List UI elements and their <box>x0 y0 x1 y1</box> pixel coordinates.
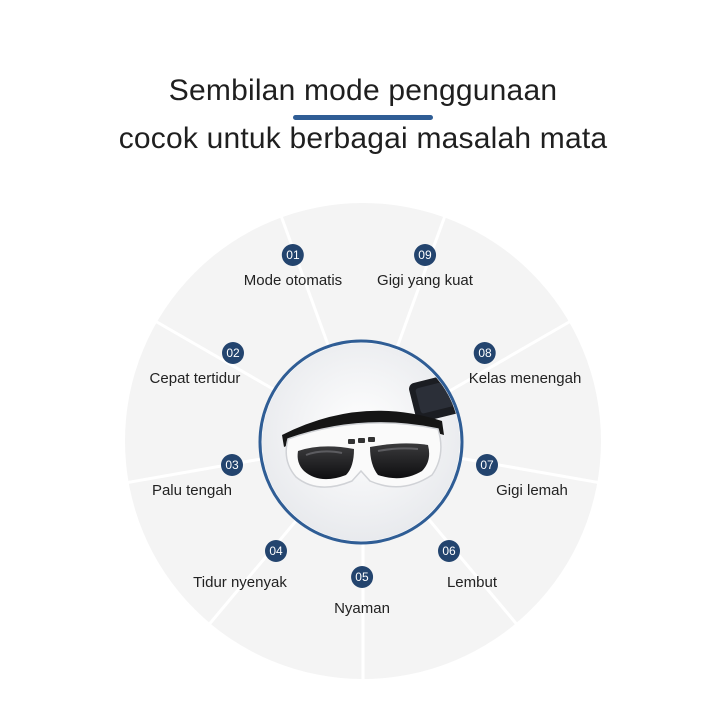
mode-label: Kelas menengah <box>468 370 582 387</box>
mode-label: Lembut <box>446 574 498 591</box>
mode-number-badge: 01 <box>282 244 304 266</box>
mode-number-badge: 07 <box>476 454 498 476</box>
mode-08 <box>469 342 582 387</box>
mode-07 <box>476 454 588 499</box>
mode-label: Palu tengah <box>151 482 233 499</box>
mode-03 <box>141 454 243 499</box>
mode-label: Tidur nyenyak <box>193 574 287 591</box>
headline-line-2: cocok untuk berbagai masalah mata <box>118 122 608 155</box>
mode-number-badge: 06 <box>438 540 460 562</box>
mode-label: Nyaman <box>334 600 390 617</box>
mode-label: Mode otomatis <box>243 272 343 289</box>
eye-massager-photo <box>262 343 460 541</box>
mode-01 <box>244 244 342 289</box>
mode-number-badge: 09 <box>414 244 436 266</box>
mode-04 <box>193 540 287 591</box>
mode-label: Gigi lemah <box>496 482 568 499</box>
mode-number-badge: 02 <box>222 342 244 364</box>
mode-05 <box>334 566 390 617</box>
headline-line-1: Sembilan mode penggunaan <box>168 74 558 107</box>
mode-06 <box>438 540 506 591</box>
mode-number-badge: 08 <box>474 342 496 364</box>
mode-number-badge: 05 <box>351 566 373 588</box>
mode-label: Gigi yang kuat <box>377 272 473 289</box>
mode-label: Cepat tertidur <box>149 370 241 387</box>
mode-09 <box>377 244 473 289</box>
mode-number-badge: 04 <box>265 540 287 562</box>
mode-02 <box>146 342 244 387</box>
mode-number-badge: 03 <box>221 454 243 476</box>
